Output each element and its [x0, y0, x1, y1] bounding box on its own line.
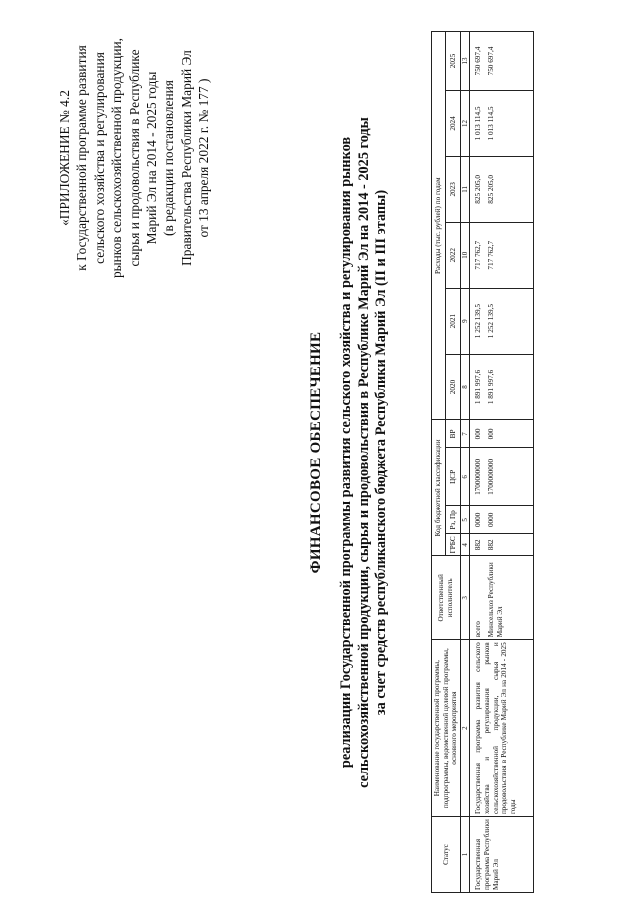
value-total: 1 891 997,6	[474, 369, 483, 405]
subtitle-line: за счет средств республиканского бюджета Республики Марий Эл (II и III этапы)	[373, 189, 389, 716]
executor-ministry: Минсельхоз Республики Марий Эл	[486, 562, 504, 638]
header-executor: Ответственный исполнитель	[432, 556, 461, 640]
appendix-line: Правительства Республики Марий Эл	[178, 50, 194, 266]
appendix-line: сельского хозяйства и регулирования	[91, 52, 107, 264]
header-csr: ЦСР	[446, 448, 460, 506]
column-number: 13	[460, 32, 470, 91]
financing-table	[431, 31, 534, 893]
vr-ministry: 000	[486, 428, 495, 440]
header-year: 2024	[446, 91, 460, 157]
subtitle-line: реализации Государственной программы развития сельского хозяйства и регулирования рынков	[338, 136, 354, 769]
header-year: 2025	[446, 32, 460, 91]
value-ministry: 1 891 997,6	[486, 369, 495, 405]
header-budget-classification: Код бюджетной классификации	[432, 420, 446, 556]
column-number: 1	[460, 817, 470, 893]
column-number: 8	[460, 354, 470, 420]
grbs-ministry: 882	[486, 539, 495, 551]
row-value-2020	[470, 354, 534, 420]
appendix-line: к Государственной программе развития	[74, 45, 90, 271]
row-name: Государственная программа развития сельского хозяйства и регулирования рынков сельскохозяйственной продукции, сырья и продовольствия в Республике Марий Эл на 2014 - 2025 годы	[470, 640, 534, 817]
grbs-total: 882	[474, 539, 483, 551]
row-value-2021	[470, 288, 534, 354]
header-expenses: Расходы (тыс. рублей) по годам	[432, 32, 446, 420]
value-ministry: 750 697,4	[486, 46, 495, 76]
value-ministry: 825 205,0	[486, 174, 495, 204]
row-value-2023	[470, 156, 534, 222]
appendix-line: рынков сельскохозяйственной продукции,	[109, 37, 125, 279]
row-value-2022	[470, 222, 534, 288]
value-total: 1 252 139,5	[474, 304, 483, 339]
column-numbers-row	[460, 32, 470, 893]
document-subtitle	[338, 0, 391, 905]
appendix-line: от 13 апреля 2022 г. № 177 )	[196, 78, 212, 238]
csr-total: 1700000000	[474, 458, 483, 495]
row-grbs	[470, 534, 534, 556]
table-row	[470, 32, 534, 893]
vr-total: 000	[474, 428, 483, 440]
value-total: 750 697,4	[474, 46, 483, 76]
appendix-block	[56, 23, 213, 293]
header-name: Наименование государственной программы, подпрограммы, ведомственной целевой программы, основного мероприятия	[432, 640, 461, 817]
csr-ministry: 1700000000	[486, 458, 495, 495]
executor-total: всего	[474, 621, 483, 638]
column-number: 6	[460, 448, 470, 506]
rzpr-ministry: 0000	[486, 512, 495, 528]
column-number: 7	[460, 420, 470, 448]
header-grbs: ГРБС	[446, 534, 460, 556]
header-vr: ВР	[446, 420, 460, 448]
value-ministry: 1 013 114,5	[486, 106, 495, 141]
subtitle-line: сельскохозяйственной продукции, сырья и продовольствия в Республике Марий Эл на 2014 - 2025 годы	[355, 117, 372, 788]
column-number: 4	[460, 534, 470, 556]
appendix-line: «ПРИЛОЖЕНИЕ № 4.2	[57, 90, 72, 226]
document-title: ФИНАНСОВОЕ ОБЕСПЕЧЕНИЕ	[308, 331, 324, 574]
appendix-line: Марий Эл на 2014 - 2025 годы	[144, 71, 160, 245]
column-number: 9	[460, 288, 470, 354]
row-status: Государственная программа Республики Марий Эл	[470, 817, 534, 893]
appendix-line: сырья и продовольствия в Республике	[126, 49, 142, 267]
row-executor-cell	[470, 556, 534, 640]
value-total: 825 205,0	[474, 174, 483, 204]
header-year: 2022	[446, 222, 460, 288]
column-number: 3	[460, 556, 470, 640]
column-number: 10	[460, 222, 470, 288]
rzpr-total: 0000	[474, 512, 483, 528]
header-rzpr: Рз, Пр	[446, 506, 460, 534]
column-number: 2	[460, 640, 470, 817]
column-number: 5	[460, 506, 470, 534]
row-csr	[470, 448, 534, 506]
row-value-2024	[470, 91, 534, 157]
row-rzpr	[470, 506, 534, 534]
column-number: 12	[460, 91, 470, 157]
appendix-line: (в редакции постановления	[161, 80, 177, 236]
row-vr	[470, 420, 534, 448]
value-ministry: 717 762,7	[486, 240, 495, 270]
header-status: Статус	[432, 817, 461, 893]
value-total: 717 762,7	[474, 240, 483, 270]
column-number: 11	[460, 156, 470, 222]
row-value-2025	[470, 32, 534, 91]
value-ministry: 1 252 139,5	[486, 304, 495, 339]
header-year: 2021	[446, 288, 460, 354]
header-year: 2020	[446, 354, 460, 420]
header-year: 2023	[446, 156, 460, 222]
value-total: 1 013 114,5	[474, 106, 483, 141]
